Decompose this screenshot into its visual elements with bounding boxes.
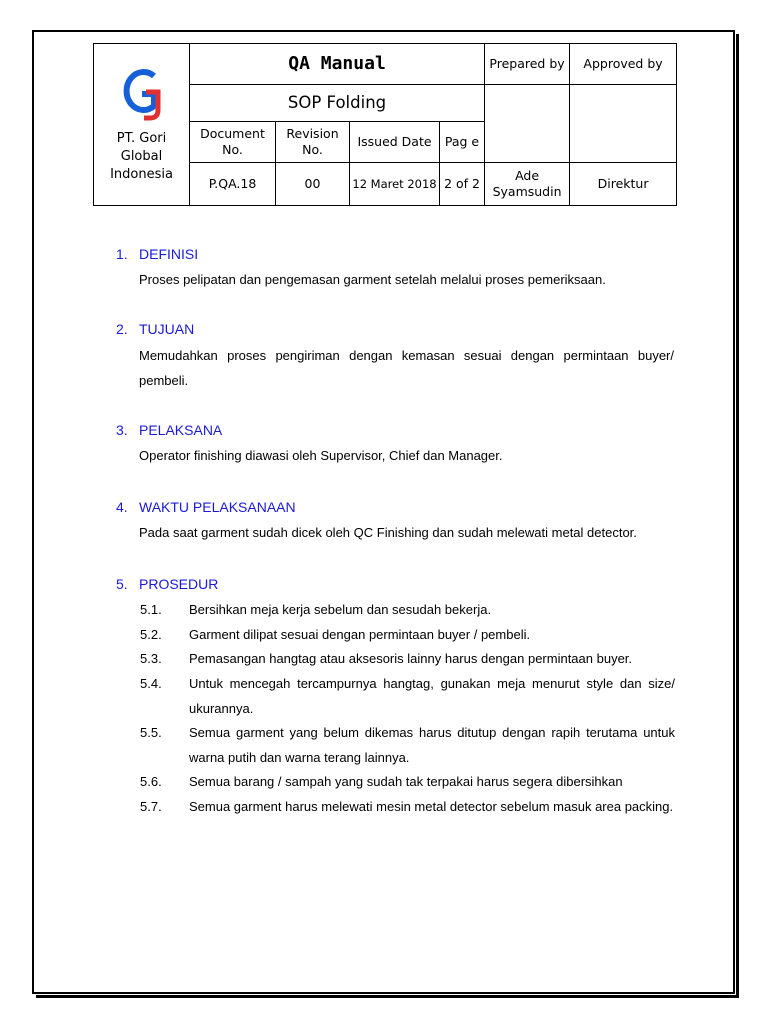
procedure-item bbox=[140, 647, 675, 672]
section-title: WAKTU PELAKSANAAN bbox=[139, 499, 296, 515]
section-number: 2. bbox=[116, 321, 128, 337]
procedure-number: 5.6. bbox=[140, 774, 162, 789]
section-title: TUJUAN bbox=[139, 321, 195, 337]
page-value: 2 of 2 bbox=[440, 163, 485, 206]
company-name-line-3: Indonesia bbox=[110, 166, 173, 182]
prepared-by-value: Ade Syamsudin bbox=[485, 163, 570, 206]
procedure-item bbox=[140, 770, 675, 795]
document-subtitle: SOP Folding bbox=[190, 85, 485, 122]
procedure-number: 5.5. bbox=[140, 725, 162, 740]
company-logo-icon bbox=[120, 66, 164, 122]
issued-date-label: Issued Date bbox=[350, 122, 440, 163]
document-no-label: Document No. bbox=[190, 122, 276, 163]
approved-by-value: Direktur bbox=[570, 163, 677, 206]
procedure-text: Semua garment yang belum dikemas harus ditutup dengan rapih terutama untuk warna putih dan warna terang lainnya. bbox=[189, 725, 675, 765]
prepared-signature-cell bbox=[485, 85, 570, 163]
section-number: 5. bbox=[116, 576, 128, 592]
document-no-value: P.QA.18 bbox=[190, 163, 276, 206]
procedure-number: 5.3. bbox=[140, 651, 162, 666]
procedure-number: 5.1. bbox=[140, 602, 162, 617]
section-heading-pelaksana bbox=[116, 422, 222, 438]
section-title: DEFINISI bbox=[139, 246, 199, 262]
issued-date-value: 12 Maret 2018 bbox=[350, 163, 440, 206]
section-number: 4. bbox=[116, 499, 128, 515]
procedure-item bbox=[140, 721, 675, 770]
procedure-text: Semua garment harus melewati mesin metal detector sebelum masuk area packing. bbox=[189, 799, 674, 814]
section-text-definisi: Proses pelipatan dan pengemasan garment setelah melalui proses pemeriksaan. bbox=[139, 272, 606, 287]
procedure-item bbox=[140, 598, 675, 623]
procedure-item bbox=[140, 672, 675, 721]
section-heading-prosedur bbox=[116, 576, 218, 592]
procedure-text: Pemasangan hangtag atau aksesoris lainny harus dengan permintaan buyer. bbox=[189, 651, 633, 666]
procedure-text: Bersihkan meja kerja sebelum dan sesudah bekerja. bbox=[189, 602, 492, 617]
procedure-item bbox=[140, 623, 675, 648]
revision-no-value: 00 bbox=[276, 163, 350, 206]
procedure-text: Untuk mencegah tercampurnya hangtag, gunakan meja menurut style dan size/ ukurannya. bbox=[189, 676, 675, 716]
section-text-waktu: Pada saat garment sudah dicek oleh QC Finishing dan sudah melewati metal detector. bbox=[139, 525, 637, 540]
section-heading-tujuan bbox=[116, 321, 194, 337]
procedure-number: 5.4. bbox=[140, 676, 162, 691]
document-header-table bbox=[93, 43, 677, 206]
procedure-text: Semua barang / sampah yang sudah tak terpakai harus segera dibersihkan bbox=[189, 774, 623, 789]
section-number: 3. bbox=[116, 422, 128, 438]
procedure-item bbox=[140, 795, 675, 820]
procedure-number: 5.2. bbox=[140, 627, 162, 642]
page-label: Pag e bbox=[440, 122, 485, 163]
company-name-line-1: PT. Gori bbox=[116, 130, 167, 146]
prepared-by-label: Prepared by bbox=[485, 44, 570, 85]
section-text-tujuan: Memudahkan proses pengiriman dengan kemasan sesuai dengan permintaan buyer/ pembeli. bbox=[139, 348, 674, 388]
procedure-text: Garment dilipat sesuai dengan permintaan buyer / pembeli. bbox=[189, 627, 531, 642]
approved-signature-cell bbox=[570, 85, 677, 163]
section-title: PELAKSANA bbox=[139, 422, 223, 438]
company-name-line-2: Global bbox=[120, 148, 163, 164]
approved-by-label: Approved by bbox=[570, 44, 677, 85]
section-title: PROSEDUR bbox=[139, 576, 219, 592]
section-text-pelaksana: Operator finishing diawasi oleh Supervisor, Chief dan Manager. bbox=[139, 448, 503, 463]
revision-no-label: Revision No. bbox=[276, 122, 350, 163]
section-heading-definisi bbox=[116, 246, 198, 262]
section-number: 1. bbox=[116, 246, 128, 262]
company-logo-cell bbox=[94, 44, 190, 206]
document-title: QA Manual bbox=[190, 44, 485, 85]
section-heading-waktu bbox=[116, 499, 296, 515]
procedure-number: 5.7. bbox=[140, 799, 162, 814]
